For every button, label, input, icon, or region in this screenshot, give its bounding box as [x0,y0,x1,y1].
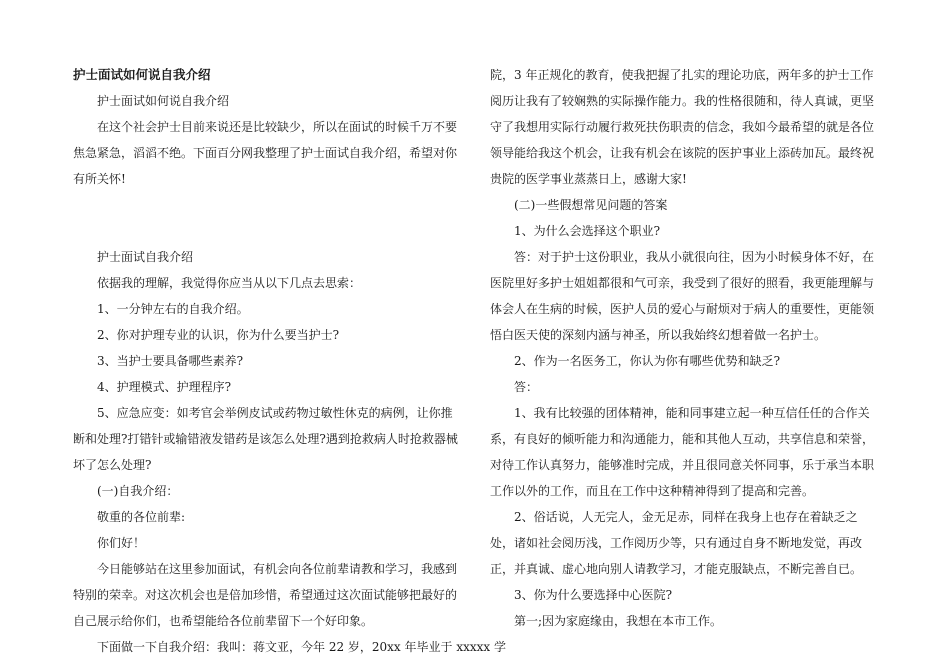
paragraph: 2、俗话说，人无完人，金无足赤，同样在我身上也存在着缺乏之处，诸如社会阅历浅，工作阅历少等，只有通过自身不断地发觉，再改正，并真诚、虚心地向别人请教学习，才能克服缺点，不断完善自已。 [490,510,863,576]
paragraph: 3、当护士要具备哪些素养? [97,354,244,368]
paragraph: 答：对于护士这份职业，我从小就很向往，因为小时候身体不好，在医院里好多护士姐姐都很和气可亲，我受到了很好的照看，我更能理解与体会人在生病的时候，医护人员的爱心与耐烦对于病人的重要性，更能领悟白医天使的深刻内涵与神圣，所以我始终幻想着做一名护士。 [490,250,875,342]
document-title: 护士面试如何说自我介绍 [73,67,211,82]
paragraph: 答： [514,380,539,394]
paragraph: 5、应急应变：如考官会举例皮试或药物过敏性休克的病例，让你推断和处理?打错针或输错液发错药是该怎么处理?遇到抢救病人时抢救器械坏了怎么处理? [73,406,458,472]
paragraph: 2、作为一名医务工，你认为你有哪些优势和缺乏? [514,354,781,368]
paragraph: 敬重的各位前辈: [97,510,186,524]
left-column-body [73,88,506,660]
left-column [73,62,506,660]
paragraph: 护士面试如何说自我介绍 [97,94,230,108]
paragraph: 在这个社会护士目前来说还是比较缺少，所以在面试的时候千万不要焦急紧急，滔滔不绝。下面百分网我整理了护士面试自我介绍，希望对你有所关怀! [73,120,458,186]
right-column [490,62,880,634]
paragraph: 下面做一下自我介绍：我叫：蒋文亚，今年 22 岁，20xx 年毕业于 xxxxx 学 [97,640,506,654]
paragraph: 4、护理模式、护理程序? [97,380,232,394]
paragraph: 2、你对护理专业的认识，你为什么要当护士? [97,328,340,342]
paragraph: (一)自我介绍： [97,484,179,498]
paragraph: 第一;因为家庭缘由，我想在本市工作。 [514,614,723,628]
paragraph: 1、我有比较强的团体精神，能和同事建立起一种互信任任的合作关系，有良好的倾听能力和沟通能力，能和其他人互动，共享信息和荣誉，对待工作认真努力，能够准时完成，并且很同意关怀同事，乐于承当本职工作以外的工作，而且在工作中这种精神得到了提高和完善。 [490,406,875,498]
paragraph: 护士面试自我介绍 [97,250,194,264]
paragraph: 3、你为什么要选择中心医院? [514,588,673,602]
paragraph: 1、为什么会选择这个职业? [514,224,661,238]
paragraph: 依据我的理解，我觉得你应当从以下几点去思索： [97,276,362,290]
paragraph: 1、一分钟左右的自我介绍。 [97,302,249,316]
paragraph-spacer [73,192,463,244]
paragraph: 院，3 年正规化的教育，使我把握了扎实的理论功底，两年多的护士工作阅历让我有了较娴熟的实际操作能力。我的性格很随和，待人真诚，更坚守了我想用实际行动履行救死扶伤职责的信念，我如今最希望的就是各位领导能给我这个机会，让我有机会在该院的医护事业上添砖加瓦。最终祝贵院的医学事业蒸蒸日上，感谢大家! [490,68,875,186]
paragraph: 今日能够站在这里参加面试，有机会向各位前辈请教和学习，我感到特别的荣幸。对这次机会也是倍加珍惜，希望通过这次面试能够把最好的自己展示给你们，也希望能给各位前辈留下一个好印象。 [73,562,458,628]
paragraph: (二)一些假想常见问题的答案 [514,198,668,212]
paragraph: 你们好！ [97,536,146,550]
right-column-body [490,62,880,634]
